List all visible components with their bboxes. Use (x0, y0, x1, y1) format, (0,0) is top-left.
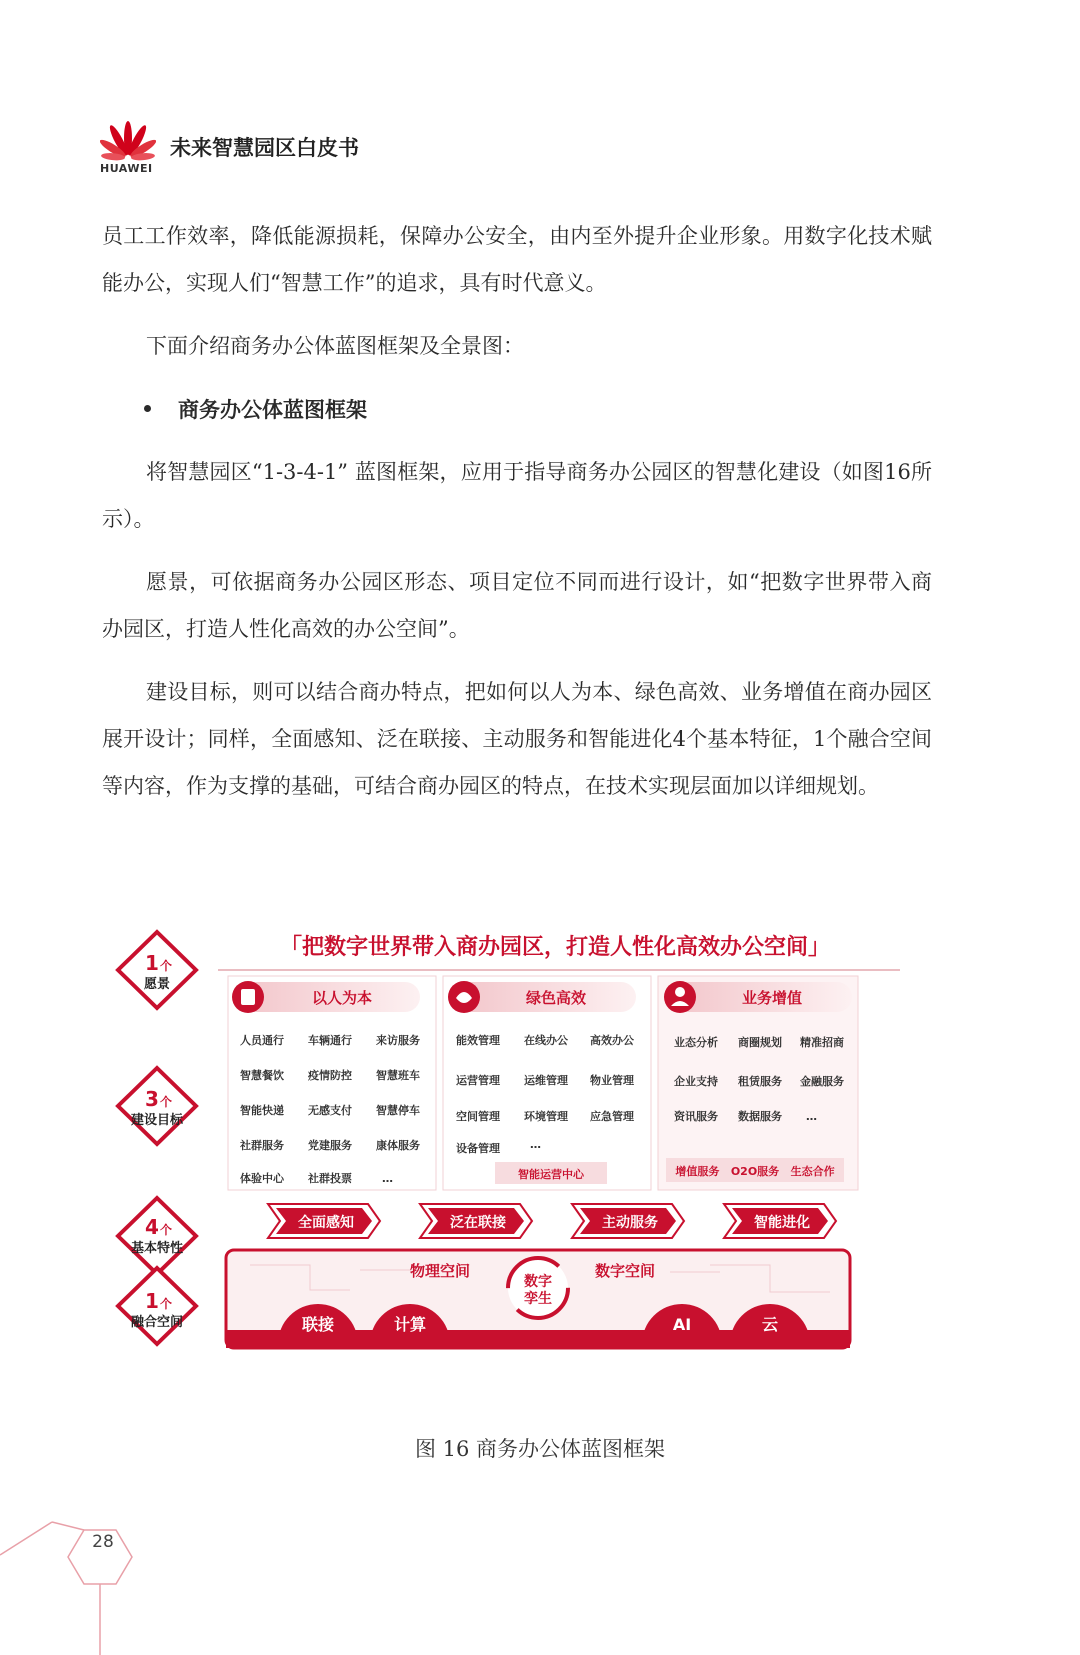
column-value-title: 业务增值 (741, 989, 803, 1007)
bubble-ai-label: AI (672, 1315, 692, 1334)
badge-space-label: 融合空间 (130, 1315, 184, 1330)
badge-features-label: 基本特性 (130, 1241, 184, 1256)
paragraph-5: 建设目标，则可以结合商办特点，把如何以人为本、绿色高效、业务增值在商办园区展开设计；同样，全面感知、泛在联接、主动服务和智能进化4个基本特征，1个融合空间等内容，作为支撑的基础，可结合商办园区的特点，在技术实现层面加以详细规划。 (102, 680, 932, 798)
column-green-title: 绿色高效 (525, 989, 587, 1007)
badge-space-num: 1 (145, 1289, 159, 1313)
badge-vision-label: 愿景 (143, 977, 171, 992)
list-item: 无感支付 (308, 1104, 352, 1117)
feature-label: 全面感知 (298, 1215, 354, 1231)
feature-label: 主动服务 (602, 1215, 658, 1231)
person-icon-head (675, 987, 685, 997)
list-item: 智慧班车 (376, 1069, 420, 1082)
list-item: 社群服务 (240, 1139, 284, 1152)
vision-banner: 「把数字世界带入商办园区，打造人性化高效办公空间」 (279, 935, 831, 960)
bubble-compute-label: 计算 (393, 1315, 427, 1334)
list-item: … (806, 1110, 817, 1123)
list-item: 智慧停车 (376, 1104, 420, 1117)
list-item: … (530, 1138, 541, 1151)
page-header (100, 118, 600, 178)
list-item: 资讯服务 (674, 1110, 718, 1123)
list-item: 能效管理 (456, 1034, 500, 1047)
ops-center-label: 智能运营中心 (518, 1168, 584, 1181)
bubble-cloud-label: 云 (761, 1315, 779, 1334)
figure-caption: 图 16 商务办公体蓝图框架 (414, 1437, 666, 1461)
list-item: 物业管理 (590, 1074, 634, 1087)
badge-goals-unit: 个 (159, 1095, 173, 1109)
list-item: 应急管理 (590, 1110, 634, 1123)
list-item: 企业支持 (674, 1075, 718, 1088)
badge-goals (118, 1068, 196, 1144)
badge-vision-unit: 个 (159, 959, 173, 973)
list-item: 运维管理 (524, 1074, 568, 1087)
paragraph-1: 员工工作效率，降低能源损耗，保障办公安全，由内至外提升企业形象。用数字化技术赋能办公，实现人们“智慧工作”的追求，具有时代意义。 (102, 224, 932, 295)
badge-goals-num: 3 (145, 1087, 159, 1111)
paragraph-4: 愿景，可依据商务办公园区形态、项目定位不同而进行设计，如“把数字世界带入商办园区，打造人性化高效的办公空间”。 (102, 570, 932, 641)
bullet-heading (102, 386, 932, 433)
document-title: 未来智慧园区白皮书 (170, 136, 359, 160)
list-item: 党建服务 (308, 1139, 352, 1152)
list-item: 环境管理 (524, 1110, 568, 1123)
list-item: 在线办公 (524, 1034, 568, 1047)
list-item: 数据服务 (738, 1110, 782, 1123)
column-people-title: 以人为本 (311, 989, 373, 1007)
bubble-connect-label: 联接 (301, 1315, 335, 1334)
list-item: 运营管理 (456, 1074, 500, 1087)
badge-features-unit: 个 (159, 1223, 173, 1237)
badge-features-num: 4 (145, 1215, 159, 1239)
bullet-heading-text: 商务办公体蓝图框架 (178, 397, 367, 422)
list-item: 疫情防控 (308, 1069, 352, 1082)
digital-space-label: 数字空间 (594, 1262, 656, 1280)
physical-space-label: 物理空间 (409, 1262, 471, 1280)
digital-twin-line2: 孪生 (524, 1291, 552, 1307)
list-item: 来访服务 (376, 1034, 420, 1047)
badge-vision-num: 1 (145, 951, 159, 975)
feature-label: 泛在联接 (450, 1215, 506, 1231)
list-item: 空间管理 (456, 1110, 500, 1123)
blueprint-diagram (110, 920, 910, 1380)
paragraph-2: 下面介绍商务办公体蓝图框架及全景图： (146, 334, 524, 358)
list-item: 金融服务 (800, 1075, 844, 1088)
paragraph-3: 将智慧园区“1-3-4-1” 蓝图框架，应用于指导商务办公园区的智慧化建设（如图16所示）。 (102, 460, 932, 531)
list-item: 商圈规划 (738, 1036, 782, 1049)
body-text (102, 213, 932, 810)
list-item: 精准招商 (800, 1036, 844, 1049)
badge-goals-label: 建设目标 (130, 1113, 184, 1128)
badge-space (118, 1268, 196, 1344)
badge-features (118, 1198, 196, 1274)
list-item: 人员通行 (240, 1034, 284, 1047)
list-item: 租赁服务 (738, 1075, 782, 1088)
list-item: 体验中心 (240, 1172, 284, 1185)
hexagon-decoration (0, 1500, 200, 1655)
list-item: … (382, 1172, 393, 1185)
list-item: 业态分析 (674, 1036, 718, 1049)
list-item: 车辆通行 (308, 1034, 352, 1047)
list-item: 设备管理 (456, 1142, 500, 1155)
digital-twin-line1: 数字 (524, 1274, 552, 1290)
list-item: 智慧餐饮 (240, 1069, 284, 1082)
value-services-label: 增值服务 O2O服务 生态合作 (675, 1165, 835, 1178)
logo-wordmark: HUAWEI (100, 162, 153, 175)
list-item: 社群投票 (308, 1172, 352, 1185)
list-item: 高效办公 (590, 1034, 634, 1047)
page-number: 28 (92, 1532, 114, 1552)
list-item: 康体服务 (376, 1139, 420, 1152)
feature-label: 智能进化 (754, 1215, 810, 1231)
badge-vision (118, 932, 196, 1008)
people-icon-glyph (241, 989, 255, 1005)
badge-space-unit: 个 (159, 1297, 173, 1311)
feature-chevrons (268, 1204, 836, 1238)
bullet-dot-icon (144, 405, 151, 412)
list-item: 智能快递 (240, 1104, 284, 1117)
